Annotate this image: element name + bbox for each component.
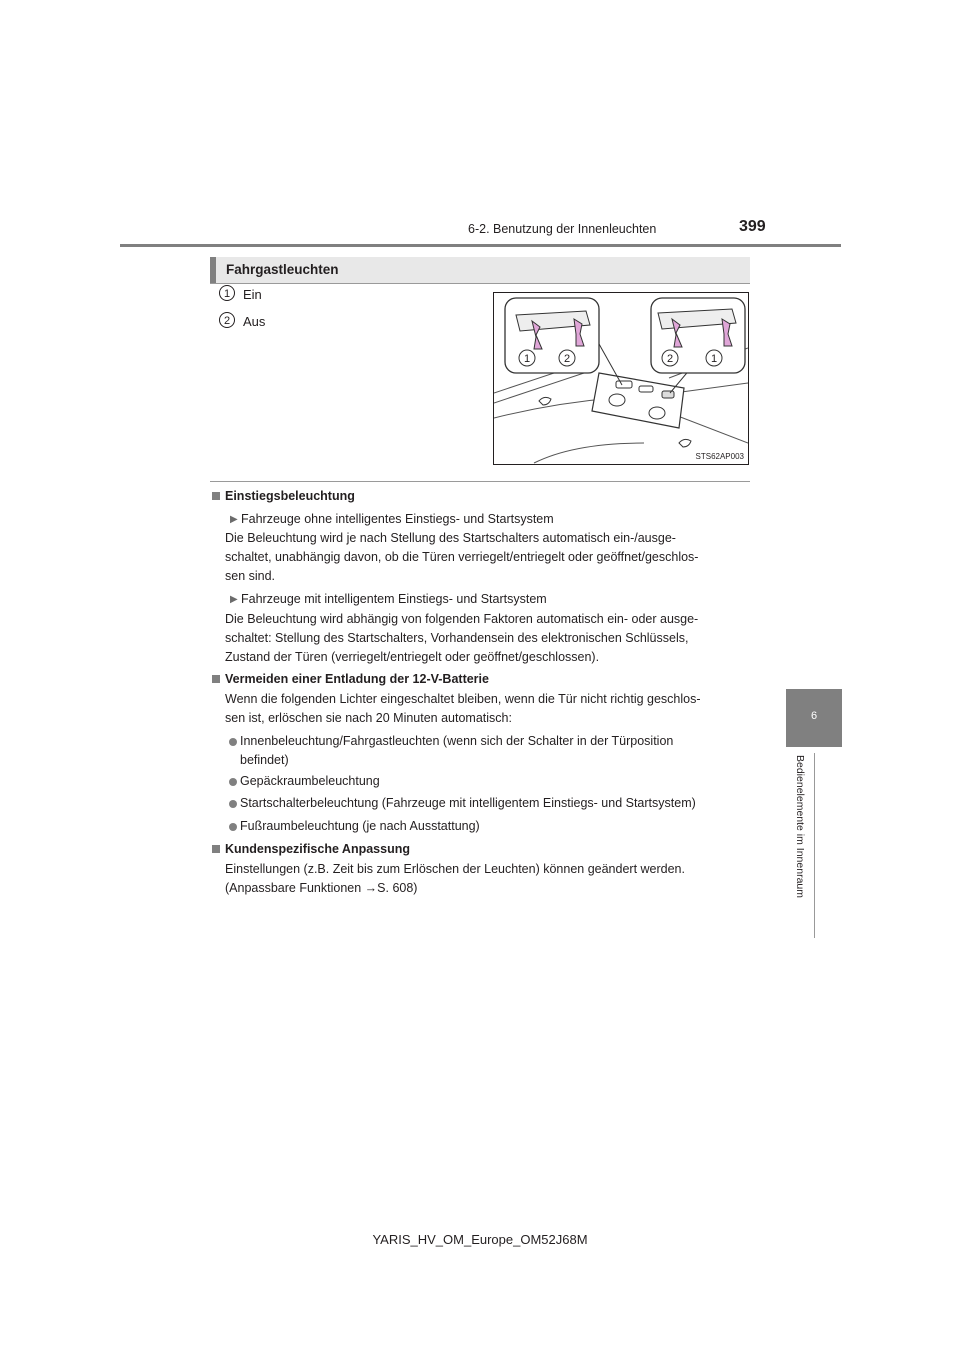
legend-label-off: Aus xyxy=(243,314,266,329)
note-title-custom: Kundenspezifische Anpassung xyxy=(225,842,410,856)
illustration-room-light xyxy=(493,292,749,465)
bullet-dot xyxy=(229,800,237,808)
note-title-entry: Einstiegsbeleuchtung xyxy=(225,489,355,503)
chapter-number: 6 xyxy=(810,710,818,722)
chapter-divider xyxy=(814,753,815,938)
battery-bullet-4: Fußraumbeleuchtung (je nach Ausstattung) xyxy=(240,819,480,833)
note-square-bullet xyxy=(212,492,220,500)
variant-text-1-line-3: sen sind. xyxy=(225,569,276,583)
callout-2-right: 2 xyxy=(666,353,674,365)
custom-text-line-2: (Anpassbare Funktionen →S. 608) xyxy=(225,881,418,895)
section-divider xyxy=(210,481,750,482)
room-light-drawing xyxy=(494,293,748,464)
battery-text-line-1: Wenn die folgenden Lichter eingeschaltet bleiben, wenn die Tür nicht richtig geschlos- xyxy=(225,692,701,706)
callout-1-right: 1 xyxy=(710,353,718,365)
variant-text-2-line-1: Die Beleuchtung wird abhängig von folgenden Faktoren automatisch ein- oder ausge- xyxy=(225,612,699,626)
bullet-dot xyxy=(229,738,237,746)
battery-text-line-2: sen ist, erlöschen sie nach 20 Minuten automatisch: xyxy=(225,711,512,725)
bullet-dot xyxy=(229,823,237,831)
variant-text-1-line-2: schaltet, unabhängig davon, ob die Türen verriegelt/entriegelt oder geöffnet/geschlos- xyxy=(225,550,699,564)
chevron-right-icon: ▶ xyxy=(230,594,238,605)
header-rule xyxy=(120,244,841,247)
legend-number-2: 2 xyxy=(219,312,235,328)
note-square-bullet xyxy=(212,845,220,853)
custom-text-line-1: Einstellungen (z.B. Zeit bis zum Erlöschen der Leuchten) können geändert werden. xyxy=(225,862,685,876)
bullet-dot xyxy=(229,778,237,786)
figure-code: STS62AP003 xyxy=(695,452,744,461)
variant-label-1: Fahrzeuge ohne intelligentes Einstiegs- und Startsystem xyxy=(241,512,554,526)
variant-text-2-line-2: schaltet: Stellung des Startschalters, Vorhandensein des elektronischen Schlüssels, xyxy=(225,631,689,645)
section-heading: Fahrgastleuchten xyxy=(226,262,339,277)
running-header-title: 6-2. Benutzung der Innenleuchten xyxy=(468,222,657,236)
footer-document-id: YARIS_HV_OM_Europe_OM52J68M xyxy=(372,1232,588,1247)
section-heading-marker xyxy=(210,257,216,283)
chevron-right-icon: ▶ xyxy=(230,514,238,525)
legend-number-1: 1 xyxy=(219,285,235,301)
note-title-battery: Vermeiden einer Entladung der 12-V-Batterie xyxy=(225,672,489,686)
battery-bullet-1-line-2: befindet) xyxy=(240,753,289,767)
battery-bullet-1-line-1: Innenbeleuchtung/Fahrgastleuchten (wenn sich der Schalter in der Türposition xyxy=(240,734,674,748)
variant-label-2: Fahrzeuge mit intelligentem Einstiegs- und Startsystem xyxy=(241,592,547,606)
callout-1-left: 1 xyxy=(523,353,531,365)
variant-text-2-line-3: Zustand der Türen (verriegelt/entriegelt oder geöffnet/geschlossen). xyxy=(225,650,600,664)
legend-label-on: Ein xyxy=(243,287,262,302)
page-number: 399 xyxy=(739,218,766,235)
battery-bullet-3: Startschalterbeleuchtung (Fahrzeuge mit intelligentem Einstiegs- und Startsystem) xyxy=(240,796,696,810)
variant-text-1-line-1: Die Beleuchtung wird je nach Stellung des Startschalters automatisch ein-/ausge- xyxy=(225,531,676,545)
note-square-bullet xyxy=(212,675,220,683)
chapter-label: Bedienelemente im Innenraum xyxy=(794,755,806,899)
callout-2-left: 2 xyxy=(563,353,571,365)
battery-bullet-2: Gepäckraumbeleuchtung xyxy=(240,774,380,788)
